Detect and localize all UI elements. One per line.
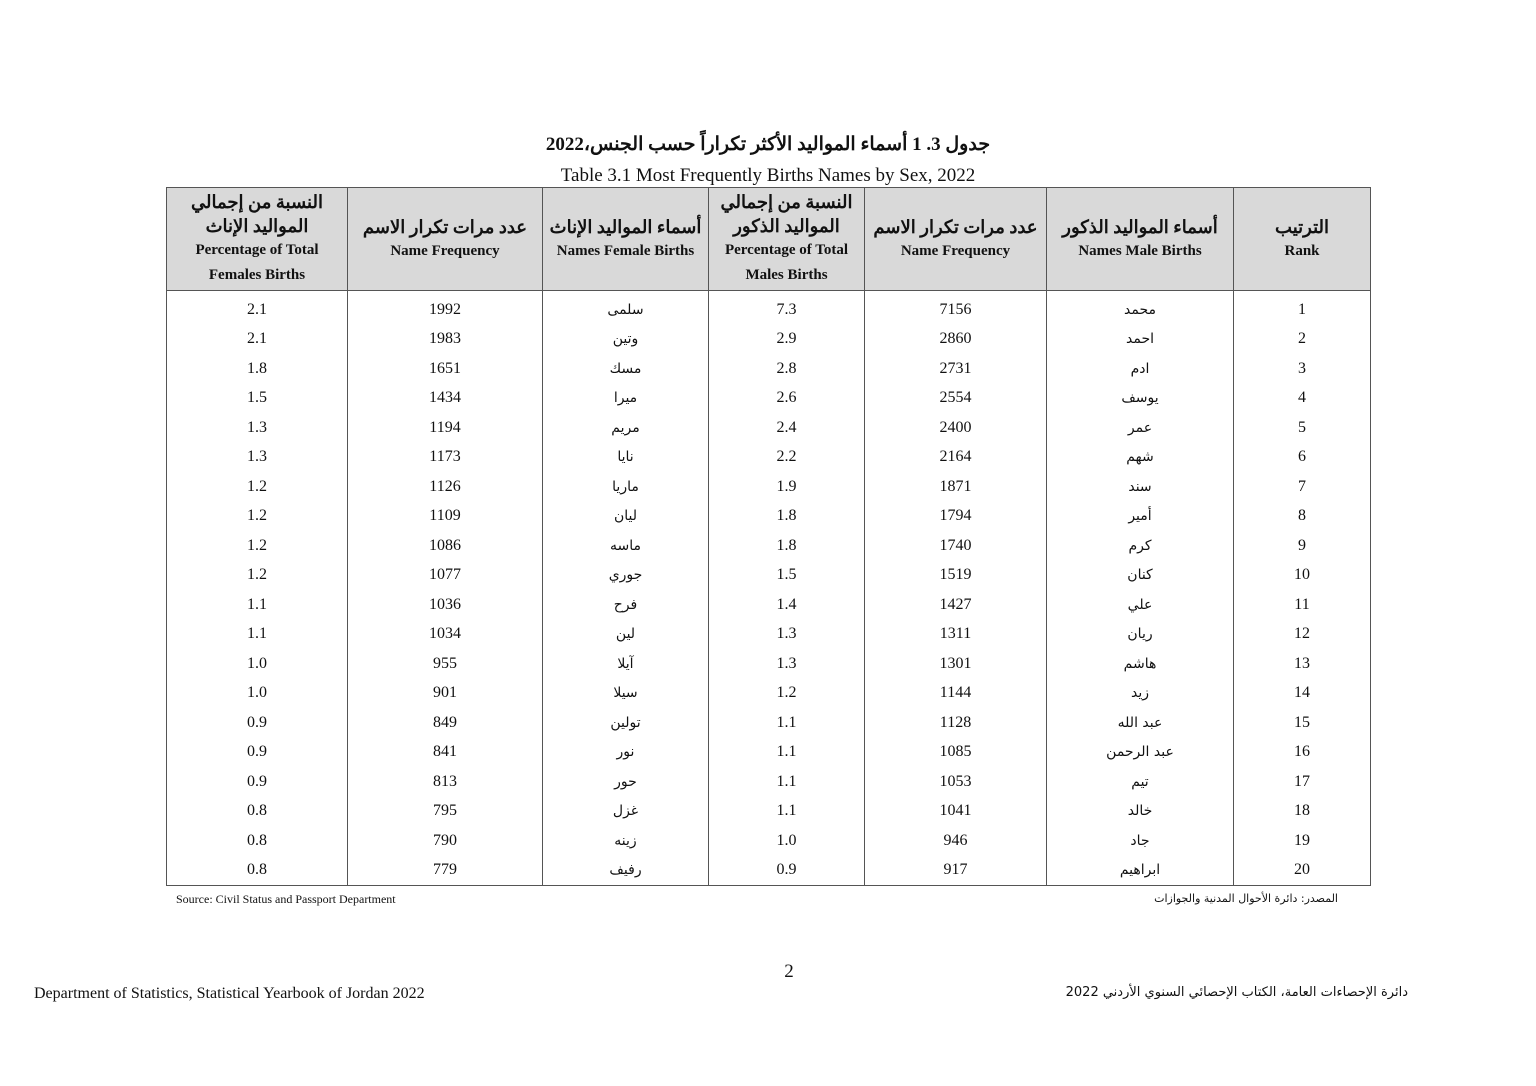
cell-freq-male: 1740 [865,531,1047,561]
table-row [167,826,1371,856]
cell-freq-female: 849 [348,708,543,738]
table-row [167,413,1371,443]
cell-name-male: يوسف [1047,384,1234,414]
table-row [167,561,1371,591]
cell-rank: 5 [1234,413,1371,443]
table-title-english: Table 3.1 Most Frequently Births Names by Sex, 2022 [560,165,976,186]
cell-pct-male: 1.3 [709,649,865,679]
cell-rank: 12 [1234,620,1371,650]
header-freq-female [348,188,543,291]
cell-pct-female: 1.1 [167,620,348,650]
cell-name-female: غزل [543,797,709,827]
cell-name-female: فرح [543,590,709,620]
cell-freq-male: 2164 [865,443,1047,473]
cell-rank: 10 [1234,561,1371,591]
cell-name-female: آيلا [543,649,709,679]
cell-pct-female: 0.9 [167,708,348,738]
cell-pct-male: 7.3 [709,291,865,325]
cell-freq-male: 1519 [865,561,1047,591]
table-body [167,291,1371,886]
cell-freq-male: 917 [865,856,1047,886]
cell-name-female: وتين [543,325,709,355]
header-names-female-ar: أسماء المواليد الإناث [549,216,702,237]
cell-pct-male: 2.9 [709,325,865,355]
header-pct-female-en: Percentage of Total Females Births [195,242,319,283]
cell-pct-male: 2.4 [709,413,865,443]
cell-pct-female: 1.0 [167,679,348,709]
table-header-row [167,188,1371,291]
cell-freq-male: 2860 [865,325,1047,355]
cell-pct-male: 2.2 [709,443,865,473]
cell-pct-male: 1.1 [709,708,865,738]
cell-freq-male: 1041 [865,797,1047,827]
cell-rank: 19 [1234,826,1371,856]
cell-pct-female: 1.8 [167,354,348,384]
cell-rank: 7 [1234,472,1371,502]
cell-freq-female: 1983 [348,325,543,355]
cell-freq-male: 7156 [865,291,1047,325]
header-pct-female-ar: النسبة من إجمالي المواليد الإناث [191,192,323,236]
cell-freq-female: 1194 [348,413,543,443]
header-freq-male-ar: عدد مرات تكرار الاسم [873,216,1038,237]
cell-name-male: عبد الله [1047,708,1234,738]
cell-name-male: ريان [1047,620,1234,650]
table-row [167,649,1371,679]
cell-name-female: تولين [543,708,709,738]
header-pct-male-ar: النسبة من إجمالي المواليد الذكور [720,192,853,236]
cell-name-male: ادم [1047,354,1234,384]
cell-pct-female: 1.0 [167,649,348,679]
cell-pct-male: 1.1 [709,767,865,797]
table-row [167,384,1371,414]
cell-name-male: تيم [1047,767,1234,797]
header-rank-en: Rank [1284,242,1320,259]
cell-pct-female: 0.8 [167,797,348,827]
header-names-male [1047,188,1234,291]
cell-pct-male: 1.3 [709,620,865,650]
cell-freq-female: 1651 [348,354,543,384]
cell-rank: 8 [1234,502,1371,532]
cell-freq-male: 2554 [865,384,1047,414]
cell-freq-male: 2400 [865,413,1047,443]
table-row [167,472,1371,502]
cell-name-female: ليان [543,502,709,532]
cell-name-female: نايا [543,443,709,473]
footer-arabic: دائرة الإحصاءات العامة، الكتاب الإحصائي السنوي الأردني 2022 [1065,985,1408,1000]
cell-freq-female: 1077 [348,561,543,591]
cell-pct-female: 1.2 [167,531,348,561]
source-note-arabic: المصدر: دائرة الأحوال المدنية والجوازات [1154,892,1338,905]
cell-freq-male: 1085 [865,738,1047,768]
cell-freq-male: 946 [865,826,1047,856]
cell-freq-male: 1871 [865,472,1047,502]
cell-name-female: نور [543,738,709,768]
table-row [167,679,1371,709]
cell-name-female: ماريا [543,472,709,502]
cell-pct-female: 1.3 [167,413,348,443]
cell-rank: 4 [1234,384,1371,414]
table-row [167,291,1371,325]
cell-freq-male: 1311 [865,620,1047,650]
table-row [167,620,1371,650]
cell-pct-female: 0.8 [167,826,348,856]
cell-name-female: رفيف [543,856,709,886]
cell-freq-female: 901 [348,679,543,709]
header-rank [1234,188,1371,291]
cell-name-male: هاشم [1047,649,1234,679]
cell-name-female: جوري [543,561,709,591]
cell-name-male: كرم [1047,531,1234,561]
cell-pct-female: 2.1 [167,325,348,355]
cell-pct-male: 1.8 [709,531,865,561]
cell-freq-female: 1034 [348,620,543,650]
header-pct-male [709,188,865,291]
cell-pct-female: 1.3 [167,443,348,473]
cell-rank: 13 [1234,649,1371,679]
cell-rank: 15 [1234,708,1371,738]
cell-name-male: شهم [1047,443,1234,473]
cell-freq-female: 1109 [348,502,543,532]
cell-rank: 3 [1234,354,1371,384]
cell-freq-female: 790 [348,826,543,856]
header-freq-male [865,188,1047,291]
cell-rank: 16 [1234,738,1371,768]
cell-freq-male: 1144 [865,679,1047,709]
footer-english: Department of Statistics, Statistical Yearbook of Jordan 2022 [34,985,425,1002]
cell-freq-female: 841 [348,738,543,768]
cell-name-female: ماسه [543,531,709,561]
cell-pct-female: 1.1 [167,590,348,620]
header-names-female [543,188,709,291]
cell-pct-male: 1.9 [709,472,865,502]
cell-name-female: حور [543,767,709,797]
cell-name-male: زيد [1047,679,1234,709]
cell-name-male: علي [1047,590,1234,620]
cell-pct-male: 2.8 [709,354,865,384]
cell-pct-female: 2.1 [167,291,348,325]
cell-name-male: كنان [1047,561,1234,591]
cell-name-female: مسك [543,354,709,384]
cell-pct-female: 1.5 [167,384,348,414]
table-row [167,856,1371,886]
cell-name-male: خالد [1047,797,1234,827]
header-freq-male-en: Name Frequency [900,242,1011,259]
cell-pct-female: 0.9 [167,767,348,797]
cell-pct-female: 1.2 [167,561,348,591]
cell-freq-male: 1053 [865,767,1047,797]
cell-pct-male: 1.5 [709,561,865,591]
table-row [167,325,1371,355]
table-row [167,738,1371,768]
page-number: 2 [784,961,794,982]
table-title-arabic: جدول 3. 1 أسماء المواليد الأكثر تكراراً حسب الجنس،2022 [545,134,991,155]
cell-name-male: عبد الرحمن [1047,738,1234,768]
cell-freq-male: 2731 [865,354,1047,384]
cell-rank: 17 [1234,767,1371,797]
cell-rank: 14 [1234,679,1371,709]
cell-freq-female: 955 [348,649,543,679]
cell-pct-male: 0.9 [709,856,865,886]
cell-name-male: عمر [1047,413,1234,443]
table-row [167,590,1371,620]
cell-name-male: سند [1047,472,1234,502]
cell-freq-male: 1794 [865,502,1047,532]
table-row [167,797,1371,827]
header-rank-ar: الترتيب [1275,216,1329,237]
table-row [167,354,1371,384]
cell-name-female: مريم [543,413,709,443]
cell-freq-female: 1434 [348,384,543,414]
cell-pct-male: 1.1 [709,797,865,827]
cell-pct-female: 1.2 [167,502,348,532]
table-row [167,502,1371,532]
cell-name-male: ابراهيم [1047,856,1234,886]
cell-rank: 9 [1234,531,1371,561]
table-row [167,443,1371,473]
header-names-male-ar: أسماء المواليد الذكور [1062,216,1218,237]
cell-pct-male: 2.6 [709,384,865,414]
cell-name-male: احمد [1047,325,1234,355]
header-names-male-en: Names Male Births [1078,242,1202,259]
cell-name-female: لين [543,620,709,650]
cell-freq-female: 1036 [348,590,543,620]
cell-freq-female: 795 [348,797,543,827]
cell-rank: 18 [1234,797,1371,827]
cell-rank: 11 [1234,590,1371,620]
cell-freq-female: 1126 [348,472,543,502]
cell-pct-male: 1.1 [709,738,865,768]
cell-rank: 2 [1234,325,1371,355]
cell-freq-female: 813 [348,767,543,797]
header-pct-male-en: Percentage of Total Males Births [724,242,849,283]
header-names-female-en: Names Female Births [556,242,695,259]
cell-freq-female: 779 [348,856,543,886]
cell-rank: 20 [1234,856,1371,886]
names-table [166,187,1371,886]
cell-freq-female: 1086 [348,531,543,561]
cell-name-female: زينه [543,826,709,856]
cell-rank: 6 [1234,443,1371,473]
cell-freq-female: 1173 [348,443,543,473]
cell-pct-male: 1.2 [709,679,865,709]
table-row [167,531,1371,561]
header-freq-female-ar: عدد مرات تكرار الاسم [362,216,528,237]
cell-pct-female: 0.9 [167,738,348,768]
cell-name-male: أمير [1047,502,1234,532]
cell-freq-male: 1128 [865,708,1047,738]
cell-name-male: محمد [1047,291,1234,325]
cell-pct-female: 0.8 [167,856,348,886]
header-pct-female [167,188,348,291]
cell-name-female: ميرا [543,384,709,414]
cell-pct-male: 1.8 [709,502,865,532]
header-freq-female-en: Name Frequency [390,242,500,259]
cell-name-female: سيلا [543,679,709,709]
cell-freq-male: 1301 [865,649,1047,679]
cell-rank: 1 [1234,291,1371,325]
source-note-english: Source: Civil Status and Passport Department [176,892,396,906]
cell-pct-male: 1.4 [709,590,865,620]
cell-name-female: سلمى [543,291,709,325]
table-row [167,708,1371,738]
cell-pct-male: 1.0 [709,826,865,856]
table-row [167,767,1371,797]
cell-pct-female: 1.2 [167,472,348,502]
cell-freq-male: 1427 [865,590,1047,620]
cell-freq-female: 1992 [348,291,543,325]
cell-name-male: جاد [1047,826,1234,856]
